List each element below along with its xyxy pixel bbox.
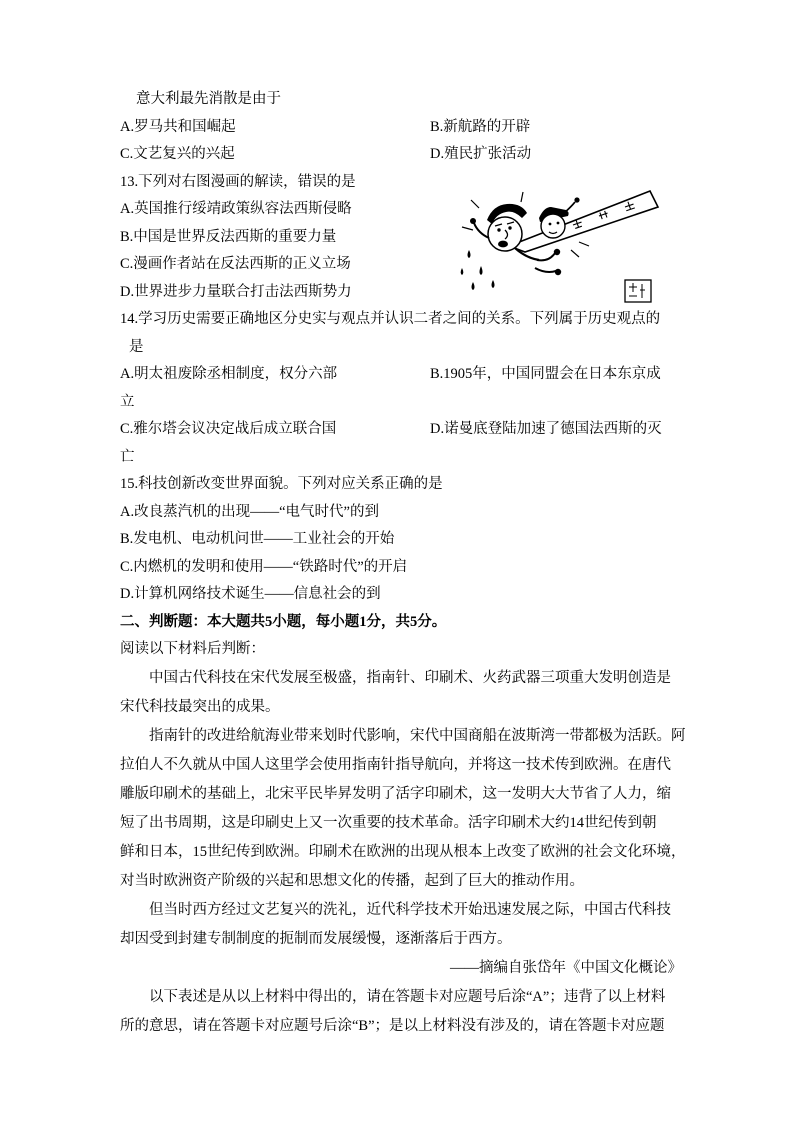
material-p2-line3: 雕版印刷术的基础上，北宋平民毕昇发明了活字印刷术，这一发明大大节省了人力，缩 — [120, 785, 671, 802]
q14-option-b-line2: 立 — [120, 393, 135, 410]
section2-intro: 阅读以下材料后判断： — [120, 641, 265, 657]
q15-stem: 15.科技创新改变世界面貌。下列对应关系正确的是 — [120, 476, 443, 492]
cartoon-stamp — [625, 280, 651, 302]
section2-heading: 二、判断题：本大题共5小题，每小题1分，共5分。 — [120, 613, 447, 630]
q13-option-d: D.世界进步力量联合打击法西斯势力 — [120, 283, 352, 300]
material-p2-line2: 拉伯人不久就从中国人这里学会使用指南针指导航向，并将这一技术传到欧洲。在唐代 — [120, 756, 671, 773]
q14-option-d-line1: D.诺曼底登陆加速了德国法西斯的灭 — [430, 421, 662, 437]
q12-options-cd — [120, 141, 682, 169]
q12-option-a: A.罗马共和国崛起 — [120, 118, 236, 135]
material-p3-line2: 却因受到封建专制制度的扼制而发展缓慢，逐渐落后于西方。 — [120, 930, 512, 947]
material-p1-line1: 中国古代科技在宋代发展至极盛，指南针、印刷术、火药武器三项重大发明创造是 — [149, 669, 671, 686]
material-p2-line6: 对当时欧洲资产阶级的兴起和思想文化的传播，起到了巨大的推动作用。 — [120, 872, 584, 889]
q14-option-b-line1: B.1905年，中国同盟会在日本东京成 — [430, 366, 661, 382]
q15-option-d: D.计算机网络技术诞生――信息社会的到 — [120, 586, 381, 602]
q14-option-d-line2: 亡 — [120, 448, 135, 465]
q12-option-c: C.文艺复兴的兴起 — [120, 146, 235, 162]
q15-option-a: A.改良蒸汽机的出现――“电气时代”的到 — [120, 503, 379, 520]
instructions-line2: 所的意思，请在答题卡对应题号后涂“B”；是以上材料没有涉及的，请在答题卡对应题 — [120, 1017, 665, 1034]
instructions-line1: 以下表述是从以上材料中得出的，请在答题卡对应题号后涂“A”；违背了以上材料 — [149, 988, 666, 1005]
q14-stem-line2: 是 — [129, 338, 144, 355]
q12-option-b: B.新航路的开辟 — [430, 118, 531, 135]
material-p2-line1: 指南针的改进给航海业带来划时代影响，宋代中国商船在波斯湾一带都极为活跃。阿 — [149, 727, 686, 744]
q15-option-c: C.内燃机的发明和使用――“铁路时代”的开启 — [120, 558, 408, 575]
q13-option-a: A.英国推行绥靖政策纵容法西斯侵略 — [120, 201, 352, 217]
material-source-citation: ――摘编自张岱年《中国文化概论》 — [450, 959, 682, 976]
q13-stem: 13.下列对右图漫画的解读，错误的是 — [120, 173, 356, 190]
q14-options-cd — [120, 416, 682, 444]
q14-option-a: A.明太祖废除丞相制度，权分六部 — [120, 366, 338, 382]
cartoon-banner — [509, 191, 658, 252]
q12-options-ab — [120, 114, 682, 142]
q12-stem: 意大利最先消散是由于 — [136, 91, 281, 107]
material-p1-line2: 宋代科技最突出的成果。 — [120, 698, 280, 715]
q12-option-d: D.殖民扩张活动 — [430, 146, 532, 162]
political-cartoon-image — [429, 184, 663, 312]
q14-option-c: C.雅尔塔会议决定战后成立联合国 — [120, 421, 337, 437]
q14-options-ab — [120, 361, 682, 389]
material-p2-line5: 鲜和日本，15世纪传到欧洲。印刷术在欧洲的出现从根本上改变了欧洲的社会文化环境， — [120, 843, 686, 860]
q13-option-b: B.中国是世界反法西斯的重要力量 — [120, 228, 337, 245]
material-p2-line4: 短了出书周期，这是印刷史上又一次重要的技术革命。活字印刷术大约14世纪传到朝 — [120, 814, 657, 831]
q15-option-b: B.发电机、电动机问世――工业社会的开始 — [120, 531, 395, 547]
q13-option-c: C.漫画作者站在反法西斯的正义立场 — [120, 256, 351, 272]
cartoon-splash-drops — [461, 250, 495, 290]
material-p3-line1: 但当时西方经过文艺复兴的洗礼，近代科学技术开始迅速发展之际，中国古代科技 — [149, 901, 671, 918]
q14-stem-line1: 14.学习历史需要正确地区分史实与观点并认识二者之间的关系。下列属于历史观点的 — [120, 311, 661, 327]
